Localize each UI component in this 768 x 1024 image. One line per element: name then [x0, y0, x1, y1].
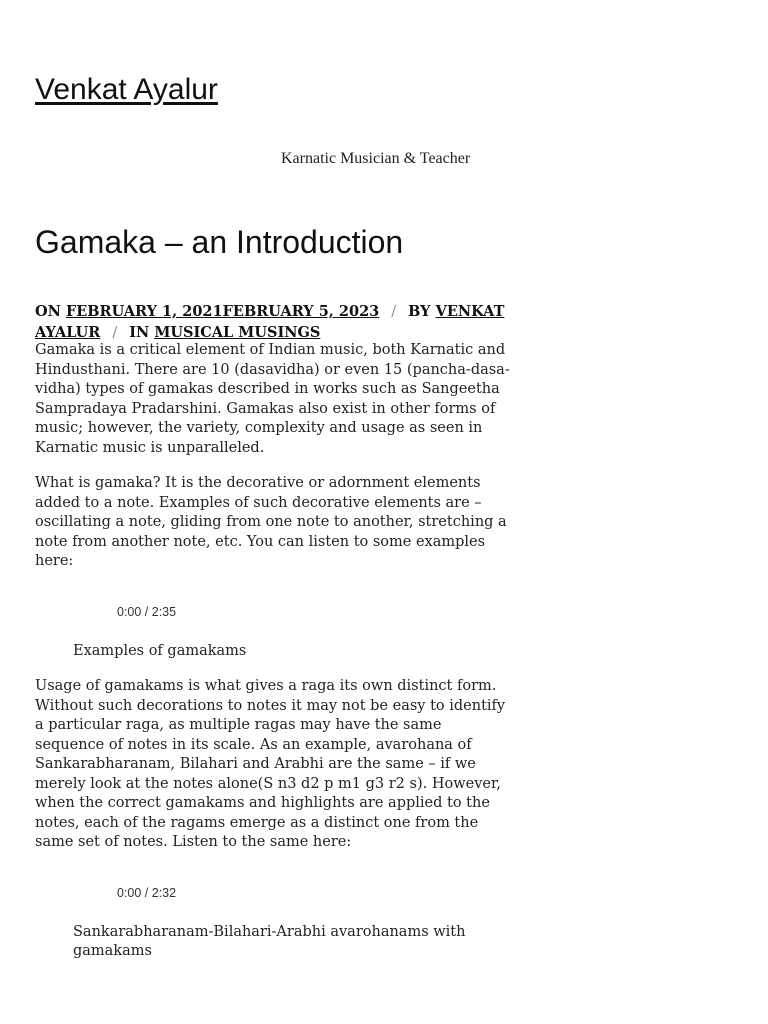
audio-player[interactable]	[35, 594, 515, 636]
post-title: Gamaka – an Introduction	[35, 224, 404, 260]
site-tagline: Karnatic Musician & Teacher	[281, 150, 471, 167]
meta-on-label: ON	[35, 303, 61, 320]
post-content	[35, 341, 515, 978]
paragraph: Usage of gamakams is what gives a raga its own distinct form. Without such decorations to notes it may not be easy to identify a particular raga, as multiple ragas may have the same sequence of notes in its scale. As an example, avarohana of Sankarabharanam, Bilahari and Arabhi are the same – if we merely look at the notes alone(S n3 d2 p m1 g3 r2 s). However, when the correct gamakams and highlights are applied to the notes, each of the ragams emerge as a distinct one from the same set of notes. Listen to the same here:	[35, 678, 506, 850]
entry-meta	[35, 302, 515, 343]
audio-caption: Examples of gamakams	[73, 642, 247, 659]
audio-caption: Sankarabharanam-Bilahari-Arabhi avarohanams with gamakams	[73, 923, 466, 959]
meta-by-label: BY	[408, 303, 431, 320]
meta-in-label: IN	[129, 323, 150, 341]
audio-time: 0:00 / 2:35	[117, 604, 177, 619]
audio-player[interactable]	[35, 875, 515, 917]
category-link[interactable]: MUSICAL MUSINGS	[154, 323, 321, 341]
post-date-link[interactable]: FEBRUARY 1, 2021FEBRUARY 5, 2023	[65, 303, 380, 320]
author-link[interactable]: VENKAT AYALUR	[35, 303, 505, 341]
site-title-link[interactable]: Venkat Ayalur	[35, 73, 218, 106]
meta-separator: /	[391, 304, 397, 320]
paragraph: Gamaka is a critical element of Indian music, both Karnatic and Hindusthani. There are 10 (dasavidha) or even 15 (pancha-dasa-vidha) types of gamakas described in works such as Sangeetha Sampradaya Pradarshini. Gamakas also exist in other forms of music; however, the variety, complexity and usage as seen in Karnatic music is unparalleled.	[35, 342, 510, 456]
audio-time: 0:00 / 2:32	[117, 885, 177, 900]
paragraph: What is gamaka? It is the decorative or adornment elements added to a note. Examples of such decorative elements are – oscillating a note, gliding from one note to another, stretching a note from another note, etc. You can listen to some examples here:	[35, 475, 507, 569]
meta-separator: /	[112, 324, 118, 341]
